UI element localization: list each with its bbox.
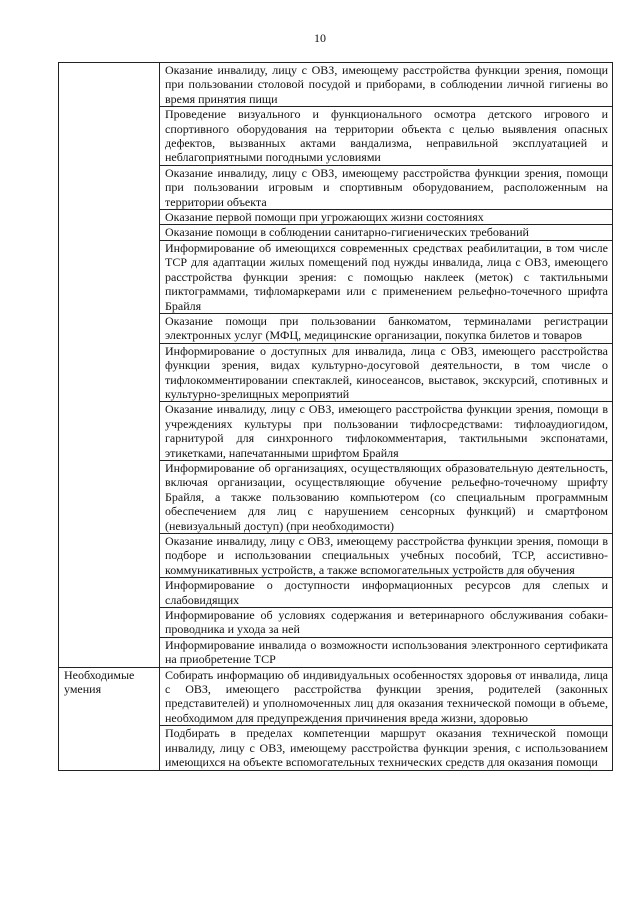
table-cell: Оказание инвалиду, лицу с ОВЗ, имеющему расстройства функции зрения, помощи при пользовании игровым и спортивным оборудованием, расположенным на территории объекта	[160, 165, 613, 209]
table-cell: Информирование об имеющихся современных средствах реабилитации, в том числе ТСР для адаптации жилых помещений под нужды инвалида, лица с ОВЗ, имеющего расстройства функции зрения: с помощью наклеек (меток) с тактильными пиктограммами, тифломаркерами или с применением рельефно-точечного шрифта Брайля	[160, 240, 613, 313]
table-cell: Информирование о доступных для инвалида, лица с ОВЗ, имеющего расстройства функции зрения, видах культурно-досуговой деятельности, в том числе о тифлокомментировании спектаклей, киносеансов, выставок, экскурсий, спотивных и культурно-зрелищных мероприятий	[160, 343, 613, 402]
labor-functions-table	[58, 62, 613, 771]
table-cell: Оказание помощи в соблюдении санитарно-гигиенических требований	[160, 225, 613, 240]
table-cell: Оказание инвалиду, лицу с ОВЗ, имеющему расстройства функции зрения, помощи при пользовании столовой посудой и приборами, в соблюдении личной гигиены во время принятия пищи	[160, 63, 613, 107]
table-cell: Оказание инвалиду, лицу с ОВЗ, имеющего расстройства функции зрения, помощи в учреждениях культуры при пользовании тифлосредствами: тифлоаудиогидом, гарнитурой для синхронного тифлокомментария, тактильными экспонатами, этикетками, напечатанными шрифтом Брайля	[160, 402, 613, 461]
table-cell: Проведение визуального и функционального осмотра детского игрового и спортивного оборудования на территории объекта с целью выявления опасных дефектов, вызванных актами вандализма, неправильной эксплуатацией и неблагоприятными погодными условиями	[160, 107, 613, 166]
row-label-skills: Необходимые умения	[59, 667, 160, 770]
table-cell: Информирование об организациях, осуществляющих образовательную деятельность, включая организации, осуществляющие обучение рельефно-точечному шрифту Брайля, а также пользованию компьютером (со специальным программным обеспечением для лиц с нарушением сенсорных функций) и смартфоном (невизуальный доступ) (при необходимости)	[160, 460, 613, 533]
table-cell: Информирование о доступности информационных ресурсов для слепых и слабовидящих	[160, 578, 613, 608]
table-cell: Собирать информацию об индивидуальных особенностях здоровья от инвалида, лица с ОВЗ, имеющего расстройства функции зрения, родителей (законных представителей) и уполномоченных лиц для оказания технической помощи в объеме, необходимом для предупреждения причинения вреда жизни, здоровью	[160, 667, 613, 726]
table-cell: Оказание первой помощи при угрожающих жизни состояниях	[160, 210, 613, 225]
table-cell: Оказание инвалиду, лицу с ОВЗ, имеющему расстройства функции зрения, помощи в подборе и использовании специальных учебных пособий, ТСР, ассистивно-коммуникативных устройств, а также вспомогательных устройств для обучения	[160, 534, 613, 578]
page-number: 10	[314, 31, 326, 45]
row-label-empty	[59, 63, 160, 668]
table-row	[59, 667, 613, 726]
table-cell: Оказание помощи при пользовании банкоматом, терминалами регистрации электронных услуг (МФЦ, медицинские организации, покупка билетов и товаров	[160, 313, 613, 343]
table-cell: Подбирать в пределах компетенции маршрут оказания технической помощи инвалиду, лицу с ОВЗ, имеющему расстройства функции зрения, с использованием имеющихся на объекте вспомогательных технических средств для оказания помощи	[160, 726, 613, 770]
table-row	[59, 63, 613, 107]
table-cell: Информирование инвалида о возможности использования электронного сертификата на приобретение ТСР	[160, 637, 613, 667]
table-cell: Информирование об условиях содержания и ветеринарного обслуживания собаки-проводника и ухода за ней	[160, 608, 613, 638]
